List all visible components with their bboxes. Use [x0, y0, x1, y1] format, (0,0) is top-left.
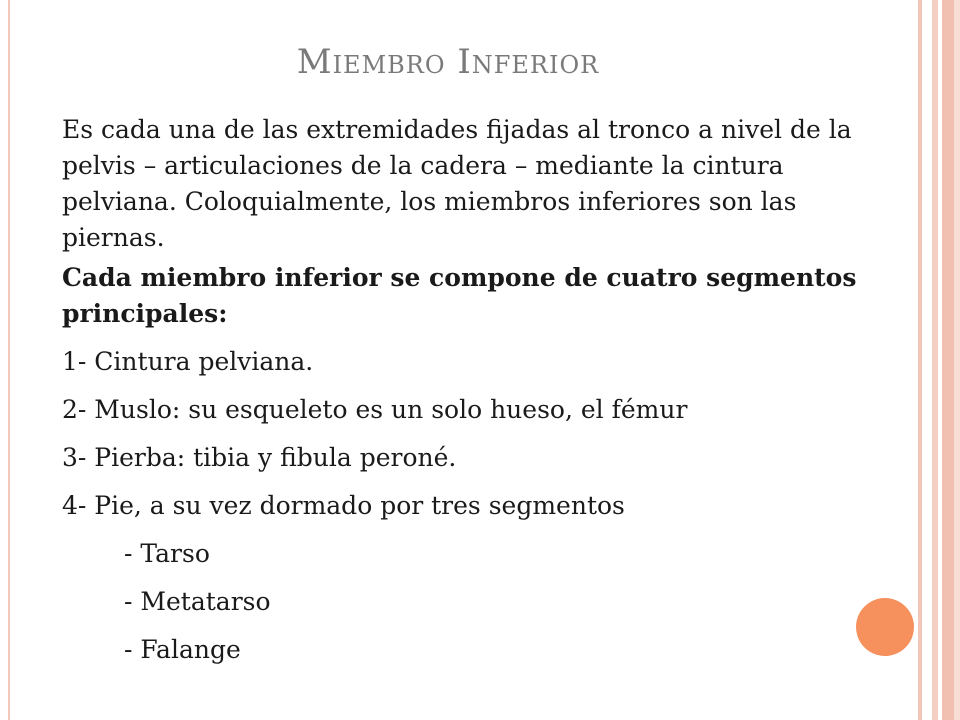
- slide-title: Miembro Inferior: [296, 42, 600, 82]
- intro-paragraph: Es cada una de las extremidades fijadas al tronco a nivel de la pelvis – articulaciones de la cadera – mediante la cintura pelviana. Coloquialmente, los miembros inferiores son las piernas.: [62, 115, 852, 252]
- list-item: 1- Cintura pelviana.: [62, 347, 314, 376]
- sub-list-item: - Metatarso: [124, 587, 271, 616]
- right-border-stripe: [942, 0, 954, 720]
- sub-list-item: - Tarso: [124, 539, 210, 568]
- list-item: 3- Pierba: tibia y fibula peroné.: [62, 443, 457, 472]
- right-border-stripe: [918, 0, 922, 720]
- right-border-stripe: [924, 0, 932, 720]
- bold-statement: Cada miembro inferior se compone de cuatro segmentos principales:: [62, 263, 857, 328]
- list-item: 4- Pie, a su vez dormado por tres segmentos: [62, 491, 625, 520]
- list-item: 2- Muslo: su esqueleto es un solo hueso, el fémur: [62, 395, 688, 424]
- left-border-line: [8, 0, 10, 720]
- right-border-stripe: [954, 0, 960, 720]
- sub-list-item: - Falange: [124, 635, 241, 664]
- slide-body: [62, 112, 882, 668]
